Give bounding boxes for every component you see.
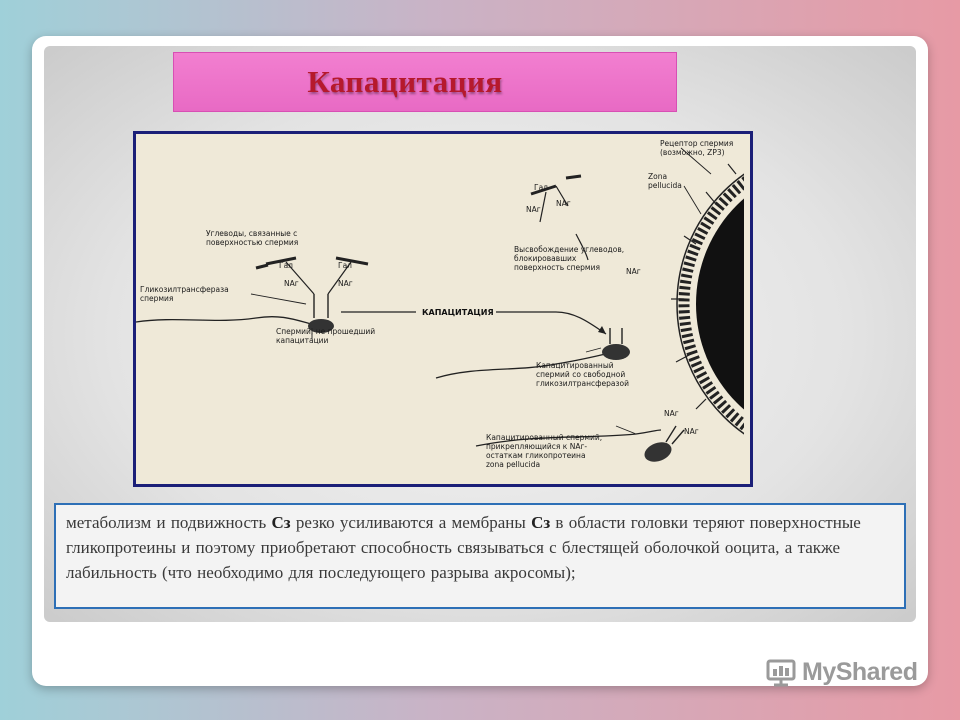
label-zona-2: pellucida xyxy=(648,181,682,190)
label-gal-2: Гал xyxy=(338,261,352,270)
label-carb-bound-2: поверхностью спермия xyxy=(206,238,299,247)
watermark xyxy=(766,654,917,690)
title-banner xyxy=(173,52,677,112)
label-receptor: Рецептор спермия xyxy=(660,139,734,148)
label-release-2: блокировавших xyxy=(514,254,577,263)
label-nag-b: NAг xyxy=(684,427,699,436)
label-nag-a: NAг xyxy=(664,409,679,418)
label-capacitated-sperm-3: гликозилтрансферазой xyxy=(536,379,629,388)
label-nag-right: NAг xyxy=(626,267,641,276)
label-attached-sperm-2: прикрепляющийся к NAг- xyxy=(486,442,588,451)
description-text: метаболизм и подвижность Сз резко усиливаются а мембраны Сз в области головки теряют поверхностные гликопротеины и поэтому приобретают способность связываться с блестящей оболочкой ооцита, а также лабильность (что необходимо для последующего разрыва акросомы); xyxy=(66,513,861,582)
label-release-3: поверхность спермия xyxy=(514,263,600,272)
slide-title: Капацитация xyxy=(307,64,503,99)
label-glycosyltransferase: Гликозилтрансфераза xyxy=(140,285,229,294)
label-receptor-2: (возможно, ZP3) xyxy=(660,148,725,157)
label-capacitation: КАПАЦИТАЦИЯ xyxy=(422,308,494,317)
myshared-logo-icon xyxy=(766,657,798,687)
description-box xyxy=(54,503,906,609)
label-zona: Zona xyxy=(648,172,668,181)
label-capacitated-sperm-2: спермий со свободной xyxy=(536,370,626,379)
label-nag-free: NAг xyxy=(526,205,541,214)
label-attached-sperm-4: zona pellucida xyxy=(486,460,541,469)
capacitation-figure xyxy=(133,131,753,487)
label-glycosyltransferase-2: спермия xyxy=(140,294,174,303)
label-gal-free: Гал xyxy=(534,183,548,192)
label-attached-sperm: Капацитированный спермий, xyxy=(486,433,603,442)
leader-lines xyxy=(251,148,711,434)
label-carb-bound: Углеводы, связанные с xyxy=(206,229,298,238)
label-capacitated-sperm: Капацитированный xyxy=(536,361,614,370)
label-nag-1: NAг xyxy=(284,279,299,288)
label-gal-1: Гал xyxy=(279,261,293,270)
label-nag-2: NAг xyxy=(338,279,353,288)
label-sperm-not-capacitated: Спермий, не прошедший xyxy=(276,327,376,336)
label-attached-sperm-3: остаткам гликопротеина xyxy=(486,451,586,460)
label-release: Высвобождение углеводов, xyxy=(514,245,625,254)
watermark-text: MyShared xyxy=(802,657,918,686)
label-nag-free-2: NAг xyxy=(556,199,571,208)
label-sperm-not-capacitated-2: капацитации xyxy=(276,336,329,345)
capacitation-diagram xyxy=(136,134,744,478)
